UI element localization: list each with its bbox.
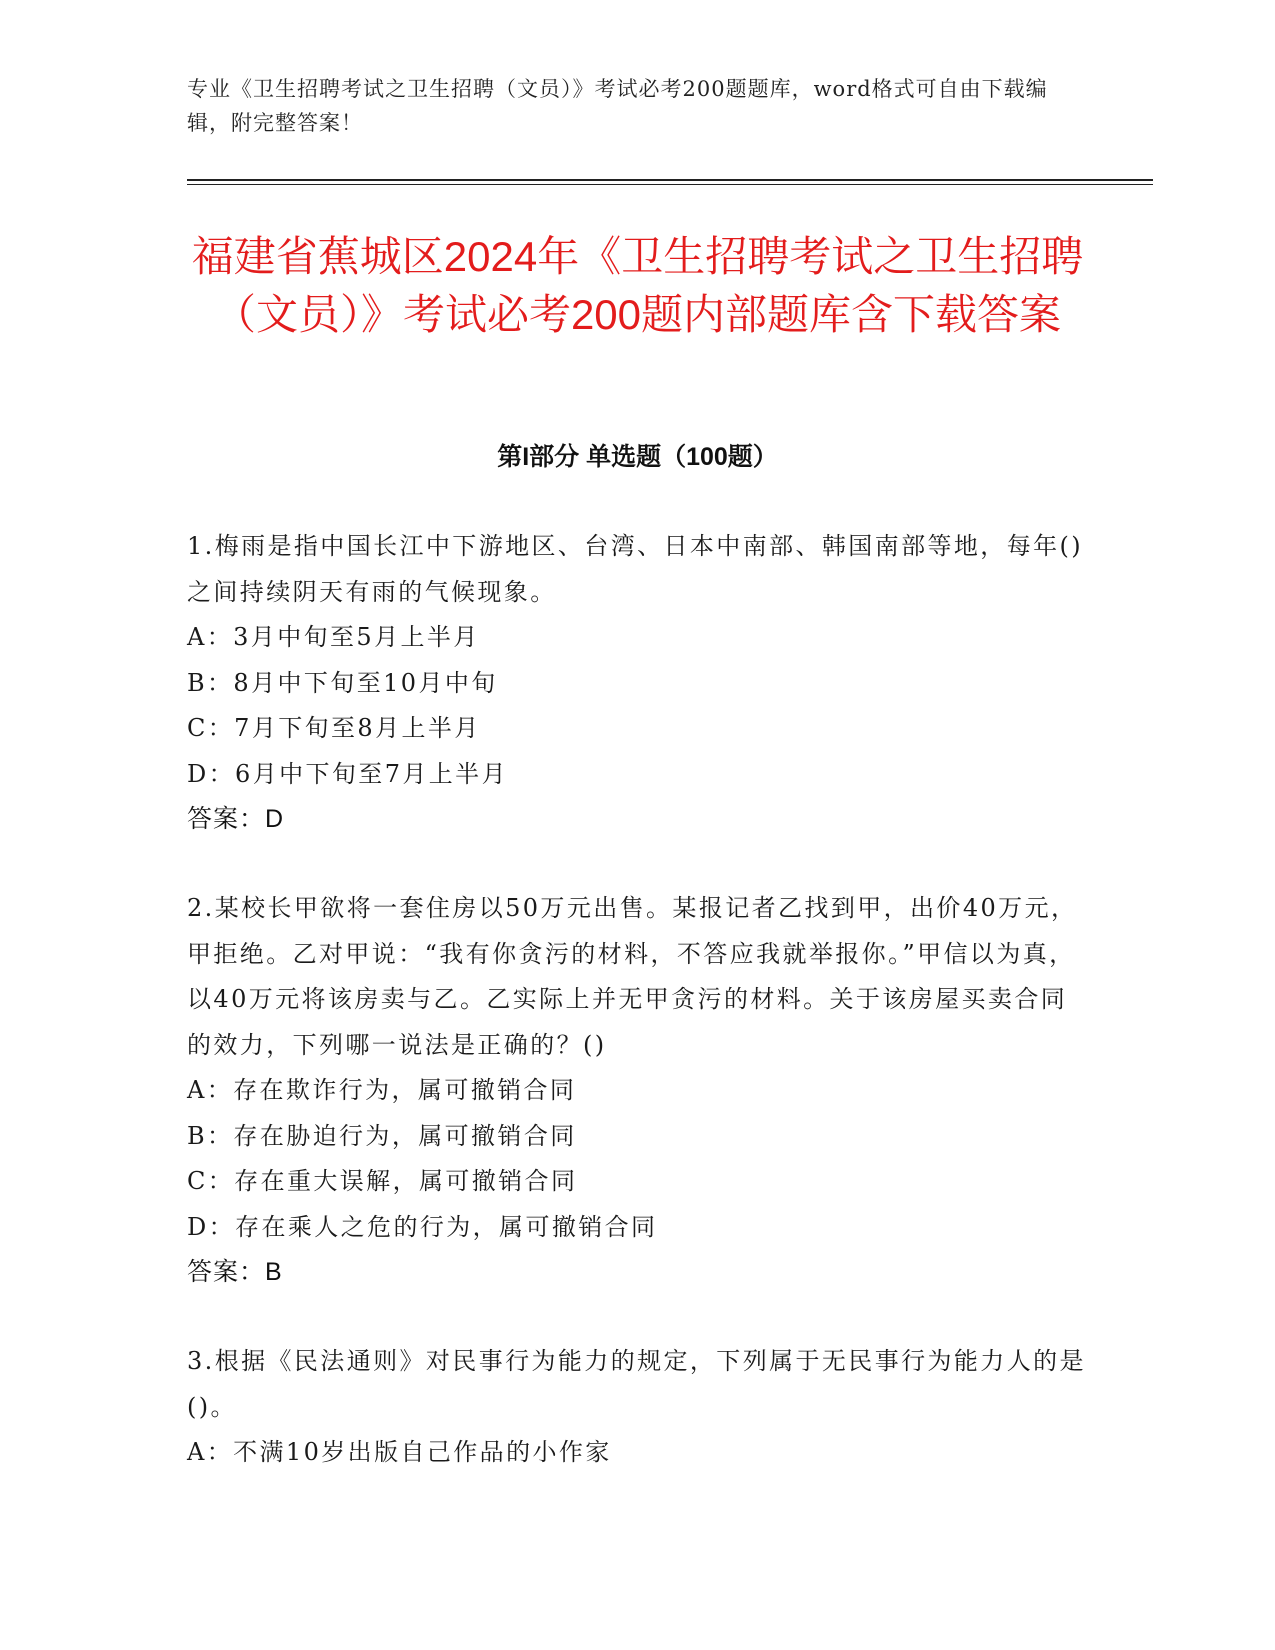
option-d: D：存在乘人之危的行为，属可撤销合同 [187, 1212, 658, 1241]
option-b: B：8月中下旬至10月中旬 [187, 668, 498, 697]
option-d: D：6月中下旬至7月上半月 [187, 759, 508, 788]
header-note: 专业《卫生招聘考试之卫生招聘（文员）》考试必考200题题库，word格式可自由下载编辑，附完整答案！ [187, 77, 1048, 135]
answer-line: 答案：D [187, 805, 285, 833]
option-a: A：3月中旬至5月上半月 [187, 623, 480, 651]
question-stem: 1.梅雨是指中国长江中下游地区、台湾、日本中南部、韩国南部等地，每年()之间持续阴天有雨的气候现象。 [187, 532, 1084, 606]
question-stem: 2.某校长甲欲将一套住房以50万元出售。某报记者乙找到甲，出价40万元，甲拒绝。乙对甲说：“我有你贪污的材料，不答应我就举报你。”甲信以为真，以40万元将该房卖与乙。乙实际上并无甲贪污的材料。关于该房屋买卖合同的效力，下列哪一说法是正确的？() [187, 894, 1078, 1059]
header-divider-thick [187, 179, 1153, 181]
header-divider-thin [187, 184, 1153, 185]
option-c: C：7月下旬至8月上半月 [187, 714, 481, 742]
option-c: C：存在重大误解，属可撤销合同 [187, 1167, 578, 1195]
section-heading: 第I部分 单选题（100题） [497, 443, 778, 471]
question-block [187, 524, 1087, 843]
option-a: A：存在欺诈行为，属可撤销合同 [187, 1076, 577, 1104]
document-title: 福建省蕉城区2024年《卫生招聘考试之卫生招聘（文员）》考试必考200题内部题库含下载答案 [191, 233, 1084, 338]
question-block [187, 1339, 1087, 1476]
answer-line: 答案：B [187, 1258, 283, 1286]
question-block [187, 886, 1087, 1296]
option-a: A：不满10岁出版自己作品的小作家 [187, 1438, 612, 1466]
question-stem: 3.根据《民法通则》对民事行为能力的规定，下列属于无民事行为能力人的是()。 [187, 1347, 1086, 1421]
option-b: B：存在胁迫行为，属可撤销合同 [187, 1121, 577, 1150]
